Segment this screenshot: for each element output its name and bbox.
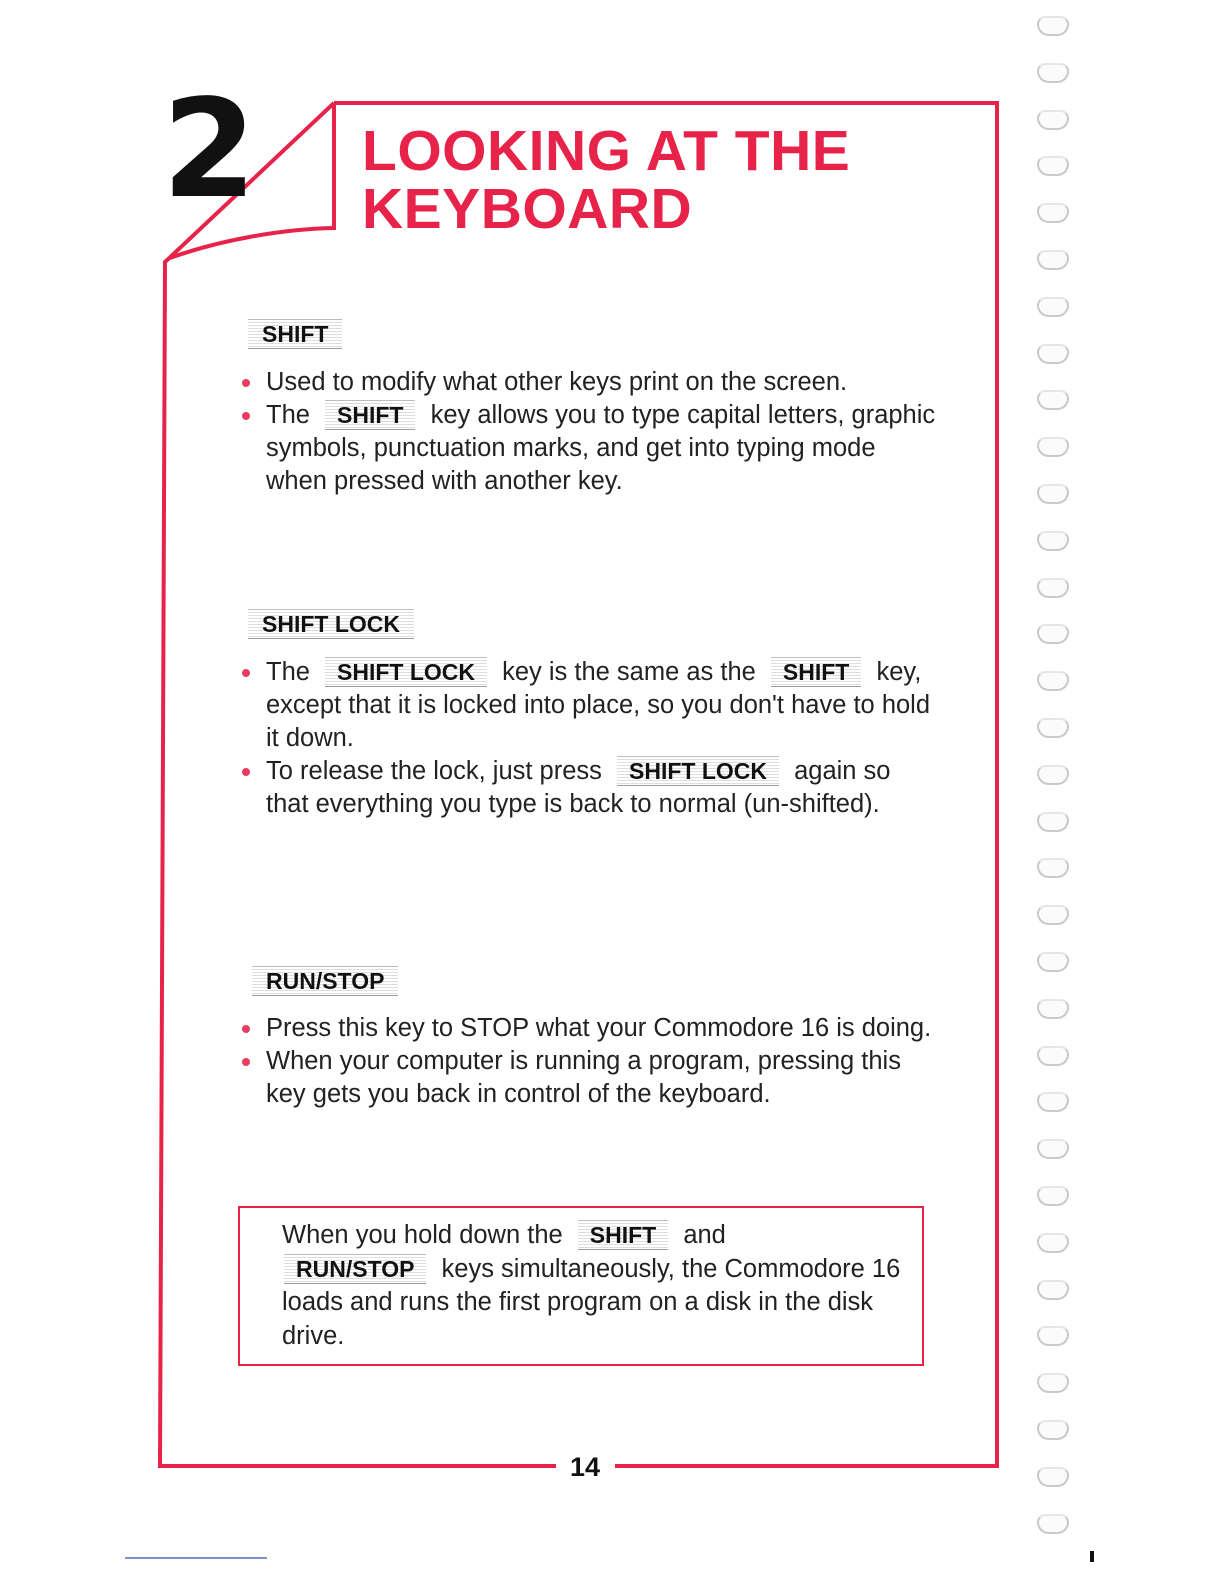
list-item	[240, 399, 940, 498]
binder-ring	[1037, 484, 1069, 504]
binder-ring	[1037, 110, 1069, 130]
binder-ring	[1037, 1373, 1069, 1393]
binder-ring	[1037, 671, 1069, 691]
chapter-number: 2	[162, 71, 253, 229]
bullet-text: key allows you to type capital letters, graphic symbols, punctuation marks, and get into typing mode when pressed with another key.	[266, 401, 936, 495]
bullet-text: The	[266, 658, 318, 686]
binder-ring	[1037, 297, 1069, 317]
title-line-1: LOOKING AT THE	[362, 119, 851, 183]
binder-ring	[1037, 344, 1069, 364]
binder-ring	[1037, 624, 1069, 644]
binder-ring	[1037, 905, 1069, 925]
bullet-text: Press this key to STOP what your Commodore 16 is doing.	[266, 1014, 932, 1042]
note-text-part: When you hold down the	[282, 1221, 570, 1249]
binder-ring	[1037, 1280, 1069, 1300]
shift-bullets	[240, 366, 940, 498]
scan-mark	[125, 1557, 267, 1559]
list-item	[240, 755, 940, 821]
binder-ring	[1037, 1514, 1069, 1534]
run-stop-key-label: RUN/STOP	[284, 1254, 426, 1284]
binder-ring	[1037, 16, 1069, 36]
title-line-2: KEYBOARD	[362, 177, 693, 241]
run-stop-key-label: RUN/STOP	[252, 966, 398, 996]
binder-ring	[1037, 437, 1069, 457]
shift-key-label: SHIFT	[578, 1220, 668, 1250]
shift-lock-key-label: SHIFT LOCK	[248, 609, 414, 639]
binder-ring	[1037, 203, 1069, 223]
shift-lock-key-label: SHIFT LOCK	[617, 756, 779, 786]
binder-ring	[1037, 1046, 1069, 1066]
binder-ring	[1037, 1420, 1069, 1440]
binder-ring	[1037, 250, 1069, 270]
list-item	[240, 656, 940, 755]
section-heading-run-stop	[252, 966, 398, 996]
note-text-part: keys simultaneously, the Commodore 16 loads and runs the first program on a disk in the disk drive.	[282, 1254, 901, 1350]
binder-ring	[1037, 1139, 1069, 1159]
binder-ring	[1037, 156, 1069, 176]
binder-ring	[1037, 765, 1069, 785]
binder-ring	[1037, 1326, 1069, 1346]
binder-ring	[1037, 858, 1069, 878]
section-heading-shift	[248, 319, 342, 349]
page-number: 14	[556, 1450, 614, 1484]
bullet-text: again so that everything you type is back to normal (un-shifted).	[266, 757, 891, 818]
binder-ring	[1037, 952, 1069, 972]
page-title	[362, 119, 851, 241]
shift-key-label: SHIFT	[248, 319, 342, 349]
bullet-text: When your computer is running a program, pressing this key gets you back in control of the keyboard.	[266, 1047, 901, 1108]
bullet-text: Used to modify what other keys print on the screen.	[266, 368, 848, 396]
bullet-text: The	[266, 401, 318, 429]
binder-ring	[1037, 1186, 1069, 1206]
binder-ring	[1037, 1092, 1069, 1112]
list-item	[240, 1045, 940, 1111]
bullet-text: key, except that it is locked into place, so you don't have to hold it down.	[266, 658, 931, 752]
binder-ring	[1037, 390, 1069, 410]
binder-ring	[1037, 718, 1069, 738]
binder-ring	[1037, 1233, 1069, 1253]
binder-ring	[1037, 531, 1069, 551]
shift-key-label: SHIFT	[325, 400, 415, 430]
binder-ring	[1037, 999, 1069, 1019]
binder-ring	[1037, 63, 1069, 83]
scan-dot	[1090, 1551, 1094, 1562]
note-text-part: and	[676, 1221, 726, 1249]
shift-lock-key-label: SHIFT LOCK	[325, 657, 487, 687]
bullet-text: To release the lock, just press	[266, 757, 609, 785]
section-heading-shift-lock	[248, 609, 414, 639]
shift-lock-bullets	[240, 656, 940, 821]
binder-ring	[1037, 1467, 1069, 1487]
list-item	[240, 1012, 940, 1045]
binder-ring	[1037, 812, 1069, 832]
bullet-text: key is the same as the	[495, 658, 763, 686]
binder-ring	[1037, 578, 1069, 598]
list-item	[240, 366, 940, 399]
run-stop-bullets	[240, 1012, 940, 1111]
note-text	[282, 1219, 902, 1353]
shift-key-label: SHIFT	[771, 657, 861, 687]
